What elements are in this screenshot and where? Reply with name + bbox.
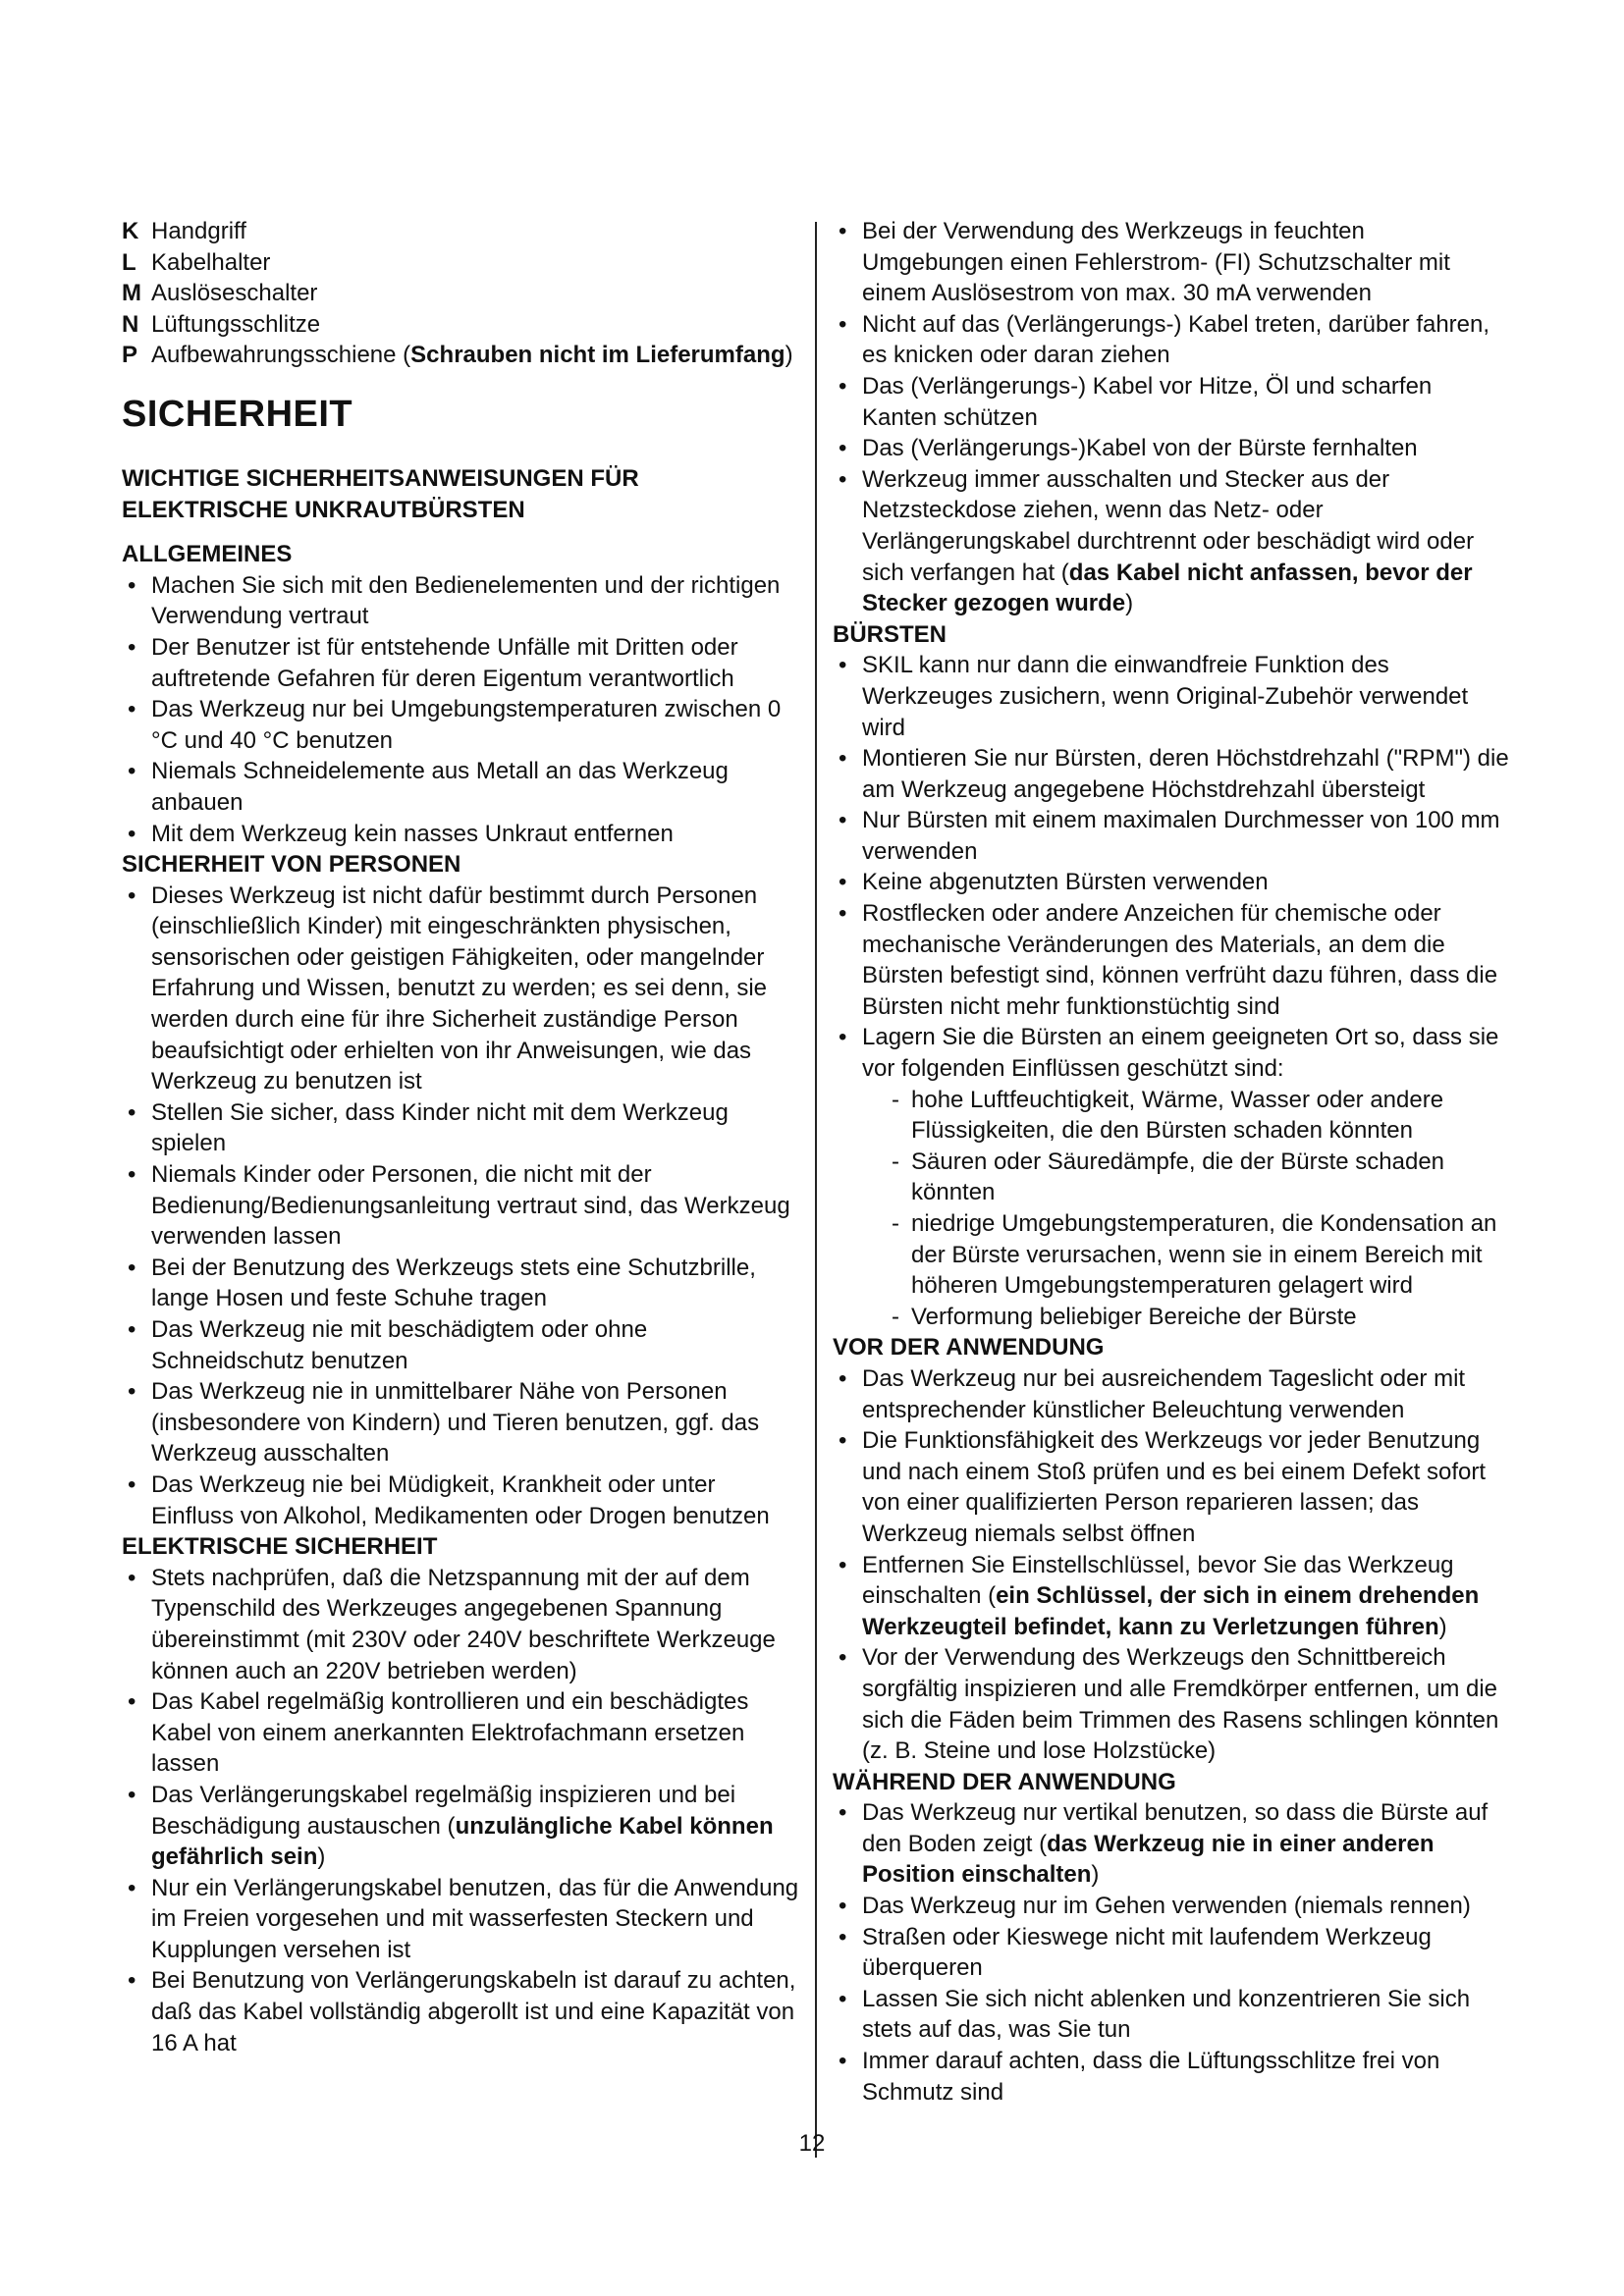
list-item: • Das Werkzeug nur bei Umgebungstemperaturen zwischen 0 °C und 40 °C benutzen xyxy=(122,694,799,756)
list-item: • Niemals Kinder oder Personen, die nicht mit der Bedienung/Bedienungsanleitung vertraut sind, das Werkzeug verwenden lassen xyxy=(122,1159,799,1253)
list-item: • Das Werkzeug nie bei Müdigkeit, Krankheit oder unter Einfluss von Alkohol, Medikamenten oder Drogen benutzen xyxy=(122,1469,799,1531)
part-text: Kabelhalter xyxy=(151,248,271,276)
list-item: • Niemals Schneidelemente aus Metall an das Werkzeug anbauen xyxy=(122,756,799,818)
list-buersten xyxy=(833,650,1510,1332)
item-text: ) xyxy=(1125,590,1134,617)
list-item: • Bei der Benutzung des Werkzeugs stets eine Schutzbrille, lange Hosen und feste Schuhe tragen xyxy=(122,1253,799,1314)
item-text: Das Verlängerungskabel regelmäßig inspizieren und bei Beschädigung austauschen ( xyxy=(151,1781,736,1840)
list-item: • Dieses Werkzeug ist nicht dafür bestimmt durch Personen (einschließlich Kinder) mit eingeschränkten physischen, sensorischen oder geistigen Fähigkeiten, oder mangelnder Erfahrung und Wissen, benutzt zu werden; es sei denn, sie werden durch eine für ihre Sicherheit zuständige Person beaufsichtigt oder erhielten von ihr Anweisungen, wie das Werkzeug zu benutzen ist xyxy=(122,881,799,1097)
list-item: • Das (Verlängerungs-) Kabel vor Hitze, Öl und scharfen Kanten schützen xyxy=(833,371,1510,433)
list-item xyxy=(122,1780,799,1873)
heading-waehrend: WÄHREND DER ANWENDUNG xyxy=(833,1768,1176,1795)
item-text: ) xyxy=(1091,1861,1100,1889)
part-key: P xyxy=(122,342,138,369)
item-text: ) xyxy=(1438,1613,1447,1640)
list-item: • Straßen oder Kieswege nicht mit laufendem Werkzeug überqueren xyxy=(833,1922,1510,1984)
list-item: • Immer darauf achten, dass die Lüftungsschlitze frei von Schmutz sind xyxy=(833,2046,1510,2108)
list-item: • Mit dem Werkzeug kein nasses Unkraut entfernen xyxy=(122,819,799,850)
part-item xyxy=(122,247,799,279)
list-item: • Das Kabel regelmäßig kontrollieren und ein beschädigtes Kabel von einem anerkannten Elektrofachmann ersetzen lassen xyxy=(122,1686,799,1780)
section-subtitle: WICHTIGE SICHERHEITSANWEISUNGEN FÜR ELEKTRISCHE UNKRAUTBÜRSTEN xyxy=(122,464,639,523)
part-item xyxy=(122,340,799,371)
list-item: • Bei der Verwendung des Werkzeugs in feuchten Umgebungen einen Fehlerstrom- (FI) Schutzschalter mit einem Auslösestrom von max. 30 mA verwenden xyxy=(833,216,1510,309)
list-item: • Machen Sie sich mit den Bedienelementen und der richtigen Verwendung vertraut xyxy=(122,570,799,632)
heading-vor: VOR DER ANWENDUNG xyxy=(833,1334,1105,1362)
heading-buersten: BÜRSTEN xyxy=(833,620,947,648)
parts-list xyxy=(122,216,799,371)
item-text: Lagern Sie die Bürsten an einem geeigneten Ort so, dass sie vor folgenden Einflüssen geschützt sind: xyxy=(862,1024,1499,1083)
heading-allgemeines: ALLGEMEINES xyxy=(122,541,293,568)
part-text: Auslöseschalter xyxy=(151,280,318,307)
list-item: • Nur ein Verlängerungskabel benutzen, das für die Anwendung im Freien vorgesehen und mit wasserfesten Steckern und Kupplungen versehen ist xyxy=(122,1873,799,1966)
list-item: • Nur Bürsten mit einem maximalen Durchmesser von 100 mm verwenden xyxy=(833,805,1510,867)
item-text: Das Werkzeug nur vertikal benutzen, so dass die Bürste auf den Boden zeigt ( xyxy=(862,1799,1489,1857)
part-item xyxy=(122,309,799,341)
sublist-item: - Verformung beliebiger Bereiche der Bürste xyxy=(862,1302,1510,1333)
list-item: • Nicht auf das (Verlängerungs-) Kabel treten, darüber fahren, es knicken oder daran ziehen xyxy=(833,309,1510,371)
list-item: • Stets nachprüfen, daß die Netzspannung mit der auf dem Typenschild des Werkzeuges angegebenen Spannung übereinstimmt (mit 230V oder 240V beschriftete Werkzeuge können auch an 220V betrieben werden) xyxy=(122,1563,799,1686)
item-bold: unzulängliche Kabel können gefährlich sein xyxy=(151,1812,774,1871)
list-item: • Das Werkzeug nur bei ausreichendem Tageslicht oder mit entsprechender künstlicher Beleuchtung verwenden xyxy=(833,1363,1510,1425)
part-text: Lüftungsschlitze xyxy=(151,310,321,338)
part-key: N xyxy=(122,310,139,338)
sublist-item: - niedrige Umgebungstemperaturen, die Kondensation an der Bürste verursachen, wenn sie in einem Bereich mit höheren Umgebungstemperaturen gelagert wird xyxy=(862,1208,1510,1302)
list-item xyxy=(833,1797,1510,1891)
list-elektrisch-cont xyxy=(833,216,1510,619)
list-item: • Das (Verlängerungs-)Kabel von der Bürste fernhalten xyxy=(833,433,1510,464)
part-key: M xyxy=(122,280,141,307)
list-item: • Vor der Verwendung des Werkzeugs den Schnittbereich sorgfältig inspizieren und alle Fremdkörper entfernen, um die sich die Fäden beim Trimmen des Rasens schlingen könnten (z. B. Steine und lose Holzstücke) xyxy=(833,1642,1510,1766)
list-waehrend xyxy=(833,1797,1510,2108)
item-text: ) xyxy=(317,1843,326,1871)
list-item: • Die Funktionsfähigkeit des Werkzeugs vor jeder Benutzung und nach einem Stoß prüfen und es bei einem Defekt sofort von einer qualifizierten Person reparieren lassen; das Werkzeug niemals selbst öffnen xyxy=(833,1425,1510,1549)
item-bold: das Kabel nicht anfassen, bevor der Stecker gezogen wurde xyxy=(862,559,1473,617)
list-item xyxy=(833,1022,1510,1332)
section-title: SICHERHEIT xyxy=(122,393,353,435)
sublist-item: - hohe Luftfeuchtigkeit, Wärme, Wasser oder andere Flüssigkeiten, die den Bürsten schaden könnten xyxy=(862,1085,1510,1147)
right-column xyxy=(833,216,1510,2108)
list-item: • Rostflecken oder andere Anzeichen für chemische oder mechanische Veränderungen des Materials, an dem die Bürsten befestigt sind, können verfrüht dazu führen, dass die Bürsten nicht mehr funktionstüchtig sind xyxy=(833,898,1510,1022)
heading-elektrisch: ELEKTRISCHE SICHERHEIT xyxy=(122,1533,438,1561)
list-allgemeines xyxy=(122,570,799,849)
item-bold: das Werkzeug nie in einer anderen Position einschalten xyxy=(862,1830,1435,1889)
part-key: L xyxy=(122,248,136,276)
list-elektrisch xyxy=(122,1563,799,2059)
left-column xyxy=(122,216,799,2058)
heading-personen: SICHERHEIT VON PERSONEN xyxy=(122,851,461,879)
list-item: • Das Werkzeug nie mit beschädigtem oder ohne Schneidschutz benutzen xyxy=(122,1314,799,1376)
list-item: • Das Werkzeug nie in unmittelbarer Nähe von Personen (insbesondere von Kindern) und Tieren benutzen, ggf. das Werkzeug ausschalten xyxy=(122,1376,799,1469)
sublist-item: - Säuren oder Säuredämpfe, die der Bürste schaden könnten xyxy=(862,1147,1510,1208)
list-item: • Lassen Sie sich nicht ablenken und konzentrieren Sie sich stets auf das, was Sie tun xyxy=(833,1984,1510,2046)
part-key: K xyxy=(122,218,139,244)
item-bold: ein Schlüssel, der sich in einem drehenden Werkzeugteil befindet, kann zu Verletzungen führen xyxy=(862,1582,1480,1640)
part-note-bold: Schrauben nicht im Lieferumfang xyxy=(410,342,785,369)
list-item: • Der Benutzer ist für entstehende Unfälle mit Dritten oder auftretende Gefahren für deren Eigentum verantwortlich xyxy=(122,632,799,694)
list-item: • SKIL kann nur dann die einwandfreie Funktion des Werkzeuges zusichern, wenn Original-Zubehör verwendet wird xyxy=(833,650,1510,743)
list-item: • Stellen Sie sicher, dass Kinder nicht mit dem Werkzeug spielen xyxy=(122,1097,799,1159)
sublist-storage xyxy=(862,1085,1510,1333)
list-vor xyxy=(833,1363,1510,1767)
list-item: • Montieren Sie nur Bürsten, deren Höchstdrehzahl ("RPM") die am Werkzeug angegebene Höchstdrehzahl übersteigt xyxy=(833,743,1510,805)
list-personen xyxy=(122,881,799,1531)
item-text: Werkzeug immer ausschalten und Stecker aus der Netzsteckdose ziehen, wenn das Netz- oder Verlängerungskabel durchtrennt oder beschädigt wird oder sich verfangen hat ( xyxy=(862,465,1475,586)
part-text-after: ) xyxy=(785,342,793,369)
list-item xyxy=(833,464,1510,619)
item-text: Entfernen Sie Einstellschlüssel, bevor Sie das Werkzeug einschalten ( xyxy=(862,1551,1454,1610)
page-number: 12 xyxy=(798,2130,826,2157)
list-item: • Das Werkzeug nur im Gehen verwenden (niemals rennen) xyxy=(833,1891,1510,1922)
part-text: Aufbewahrungsschiene ( xyxy=(151,342,411,369)
part-item xyxy=(122,278,799,309)
list-item: • Bei Benutzung von Verlängerungskabeln ist darauf zu achten, daß das Kabel vollständig abgerollt ist und eine Kapazität von 16 A hat xyxy=(122,1965,799,2058)
part-text: Handgriff xyxy=(151,218,246,244)
part-item xyxy=(122,216,799,247)
list-item: • Keine abgenutzten Bürsten verwenden xyxy=(833,867,1510,898)
column-divider xyxy=(815,222,817,2158)
list-item xyxy=(833,1550,1510,1643)
